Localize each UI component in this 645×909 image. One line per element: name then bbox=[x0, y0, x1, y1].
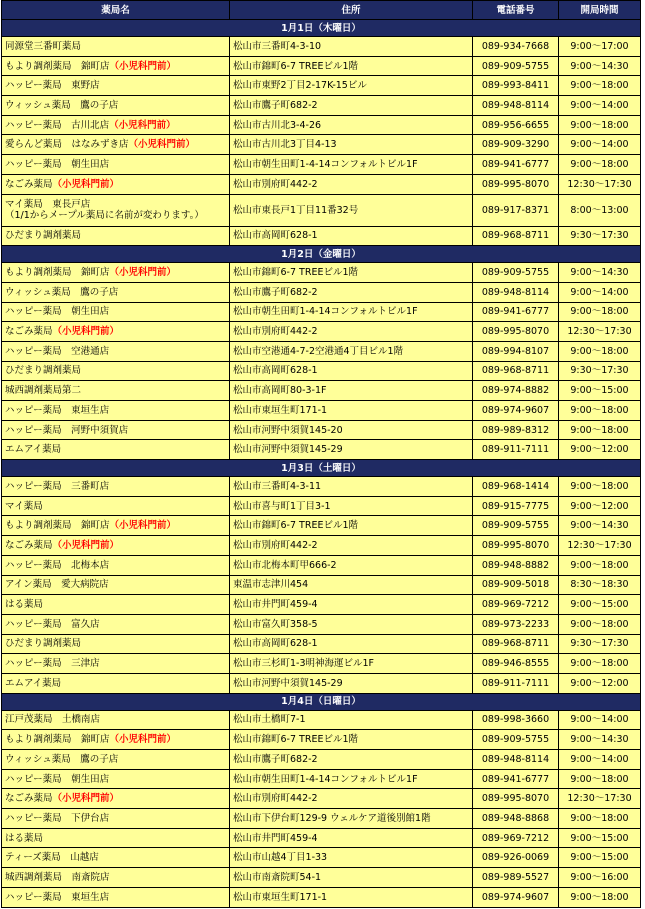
pharmacy-row bbox=[2, 595, 641, 615]
phone-cell: 089-993-8411 bbox=[473, 76, 559, 96]
hours-cell: 9:00～14:00 bbox=[559, 135, 641, 155]
date-row bbox=[2, 246, 641, 263]
pharmacy-name: ハッピー薬局 河野中須賀店 bbox=[5, 424, 129, 436]
phone-cell: 089-974-9607 bbox=[473, 887, 559, 907]
address-cell: 松山市東垣生町171-1 bbox=[230, 401, 473, 421]
date-heading: 1月2日（金曜日） bbox=[2, 246, 641, 263]
phone-cell: 089-909-5755 bbox=[473, 263, 559, 283]
address-cell: 松山市高岡町628-1 bbox=[230, 634, 473, 654]
pharmacy-name: 城西調剤薬局 南斎院店 bbox=[5, 871, 110, 883]
pharmacy-name-cell bbox=[2, 516, 230, 536]
pharmacy-row bbox=[2, 263, 641, 283]
pharmacy-name-cell bbox=[2, 282, 230, 302]
pediatric-badge: （小児科門前） bbox=[52, 793, 120, 805]
phone-cell: 089-941-6777 bbox=[473, 155, 559, 175]
pharmacy-row bbox=[2, 496, 641, 516]
address-cell: 松山市古川北3丁目4-13 bbox=[230, 135, 473, 155]
phone-cell: 089-995-8070 bbox=[473, 174, 559, 194]
phone-cell: 089-968-1414 bbox=[473, 477, 559, 497]
address-cell: 松山市別府町442-2 bbox=[230, 322, 473, 342]
pharmacy-name: ハッピー薬局 朝生田店 bbox=[5, 773, 110, 785]
pharmacy-name: なごみ薬局 bbox=[5, 178, 53, 190]
pharmacy-name: ハッピー薬局 古川北店 bbox=[5, 119, 110, 131]
pharmacy-name: はる薬局 bbox=[5, 599, 44, 611]
pharmacy-row bbox=[2, 750, 641, 770]
pharmacy-name: エムアイ薬局 bbox=[5, 444, 62, 456]
pharmacy-name: ウィッシュ薬局 鷹の子店 bbox=[5, 99, 119, 111]
pharmacy-row bbox=[2, 226, 641, 246]
pharmacy-row bbox=[2, 536, 641, 556]
pharmacy-name: マイ薬局 bbox=[5, 500, 43, 512]
address-cell: 松山市喜与町1丁目3-1 bbox=[230, 496, 473, 516]
hours-cell: 9:00～14:00 bbox=[559, 710, 641, 730]
pharmacy-name-cell bbox=[2, 440, 230, 460]
pharmacy-name: ハッピー薬局 下伊台店 bbox=[5, 812, 110, 824]
hours-cell: 12:30～17:30 bbox=[559, 322, 641, 342]
pharmacy-row bbox=[2, 96, 641, 116]
phone-cell: 089-948-8868 bbox=[473, 809, 559, 829]
address-cell: 松山市河野中須賀145-29 bbox=[230, 673, 473, 693]
phone-cell: 089-968-8711 bbox=[473, 361, 559, 381]
phone-cell: 089-948-8882 bbox=[473, 555, 559, 575]
pharmacy-row bbox=[2, 174, 641, 194]
address-cell: 松山市錦町6-7 TREEビル1階 bbox=[230, 263, 473, 283]
pharmacy-name: ひだまり調剤薬局 bbox=[5, 230, 82, 242]
phone-cell: 089-974-9607 bbox=[473, 401, 559, 421]
header-hours: 開局時間 bbox=[559, 1, 641, 20]
pharmacy-name-cell bbox=[2, 555, 230, 575]
pharmacy-row bbox=[2, 37, 641, 57]
pharmacy-name: ハッピー薬局 三番町店 bbox=[5, 480, 110, 492]
phone-cell: 089-994-8107 bbox=[473, 341, 559, 361]
pharmacy-name-cell bbox=[2, 302, 230, 322]
pharmacy-row bbox=[2, 555, 641, 575]
pharmacy-name-cell bbox=[2, 263, 230, 283]
header-address: 住所 bbox=[230, 1, 473, 20]
pharmacy-row bbox=[2, 730, 641, 750]
address-cell: 松山市土橋町7-1 bbox=[230, 710, 473, 730]
pharmacy-row bbox=[2, 56, 641, 76]
pharmacy-row bbox=[2, 634, 641, 654]
pharmacy-name-cell bbox=[2, 614, 230, 634]
pharmacy-name: なごみ薬局 bbox=[5, 326, 53, 338]
address-cell: 松山市三杉町1-3明神海運ビル1F bbox=[230, 654, 473, 674]
hours-cell: 9:00～18:00 bbox=[559, 76, 641, 96]
pharmacy-name-cell bbox=[2, 710, 230, 730]
phone-cell: 089-968-8711 bbox=[473, 226, 559, 246]
pharmacy-schedule-table bbox=[1, 0, 641, 908]
address-cell: 松山市井門町459-4 bbox=[230, 828, 473, 848]
pharmacy-name: ハッピー薬局 東垣生店 bbox=[5, 891, 110, 903]
hours-cell: 8:30～18:30 bbox=[559, 575, 641, 595]
address-cell: 松山市河野中須賀145-29 bbox=[230, 440, 473, 460]
hours-cell: 9:00～14:00 bbox=[559, 282, 641, 302]
hours-cell: 9:00～14:30 bbox=[559, 516, 641, 536]
pharmacy-row bbox=[2, 361, 641, 381]
pharmacy-name-cell bbox=[2, 381, 230, 401]
hours-cell: 9:00～18:00 bbox=[559, 420, 641, 440]
phone-cell: 089-948-8114 bbox=[473, 96, 559, 116]
pharmacy-row bbox=[2, 282, 641, 302]
phone-cell: 089-909-5755 bbox=[473, 730, 559, 750]
phone-cell: 089-909-3290 bbox=[473, 135, 559, 155]
address-cell: 松山市錦町6-7 TREEビル1階 bbox=[230, 516, 473, 536]
address-cell: 松山市井門町459-4 bbox=[230, 595, 473, 615]
address-cell: 松山市朝生田町1-4-14コンフォルトビル1F bbox=[230, 155, 473, 175]
address-cell: 松山市空港通4-7-2空港通4丁目ビル1階 bbox=[230, 341, 473, 361]
address-cell: 松山市富久町358-5 bbox=[230, 614, 473, 634]
hours-cell: 12:30～17:30 bbox=[559, 789, 641, 809]
hours-cell: 9:00～18:00 bbox=[559, 555, 641, 575]
phone-cell: 089-917-8371 bbox=[473, 194, 559, 226]
pharmacy-row bbox=[2, 381, 641, 401]
pharmacy-name-cell bbox=[2, 76, 230, 96]
address-cell: 松山市河野中須賀145-20 bbox=[230, 420, 473, 440]
pharmacy-row bbox=[2, 868, 641, 888]
address-cell: 松山市鷹子町682-2 bbox=[230, 96, 473, 116]
phone-cell: 089-909-5755 bbox=[473, 56, 559, 76]
pediatric-badge: （小児科門前） bbox=[109, 267, 177, 279]
pharmacy-name-cell bbox=[2, 575, 230, 595]
address-cell: 松山市北梅本町甲666-2 bbox=[230, 555, 473, 575]
phone-cell: 089-948-8114 bbox=[473, 282, 559, 302]
pharmacy-name: ハッピー薬局 富久店 bbox=[5, 618, 100, 630]
address-cell: 松山市鷹子町682-2 bbox=[230, 282, 473, 302]
phone-cell: 089-989-5527 bbox=[473, 868, 559, 888]
pharmacy-name: ハッピー薬局 朝生田店 bbox=[5, 158, 110, 170]
pharmacy-row bbox=[2, 789, 641, 809]
pharmacy-name: エムアイ薬局 bbox=[5, 677, 62, 689]
address-cell: 松山市高岡町80-3-1F bbox=[230, 381, 473, 401]
hours-cell: 9:00～12:00 bbox=[559, 440, 641, 460]
pediatric-badge: （小児科門前） bbox=[109, 734, 177, 746]
pharmacy-name-cell bbox=[2, 673, 230, 693]
pharmacy-name-cell bbox=[2, 634, 230, 654]
pharmacy-name-cell bbox=[2, 496, 230, 516]
pharmacy-name-cell bbox=[2, 115, 230, 135]
pharmacy-name-cell bbox=[2, 361, 230, 381]
phone-cell: 089-941-6777 bbox=[473, 769, 559, 789]
pharmacy-name: ハッピー薬局 空港通店 bbox=[5, 345, 110, 357]
pharmacy-name-cell bbox=[2, 828, 230, 848]
phone-cell: 089-973-2233 bbox=[473, 614, 559, 634]
pharmacy-name-cell bbox=[2, 341, 230, 361]
pharmacy-name-cell bbox=[2, 194, 230, 226]
phone-cell: 089-969-7212 bbox=[473, 828, 559, 848]
address-cell: 松山市鷹子町682-2 bbox=[230, 750, 473, 770]
address-cell: 松山市三番町4-3-11 bbox=[230, 477, 473, 497]
hours-cell: 9:30～17:30 bbox=[559, 634, 641, 654]
address-cell: 東温市志津川454 bbox=[230, 575, 473, 595]
pharmacy-row bbox=[2, 710, 641, 730]
pediatric-badge: （小児科門前） bbox=[109, 520, 177, 532]
pharmacy-name-cell bbox=[2, 135, 230, 155]
address-cell: 松山市別府町442-2 bbox=[230, 536, 473, 556]
hours-cell: 9:00～18:00 bbox=[559, 809, 641, 829]
pharmacy-name-cell bbox=[2, 420, 230, 440]
address-cell: 松山市南斎院町54-1 bbox=[230, 868, 473, 888]
address-cell: 松山市高岡町628-1 bbox=[230, 361, 473, 381]
hours-cell: 9:00～14:00 bbox=[559, 750, 641, 770]
pharmacy-row bbox=[2, 828, 641, 848]
pharmacy-name-cell bbox=[2, 96, 230, 116]
pharmacy-name: ハッピー薬局 東野店 bbox=[5, 80, 100, 92]
hours-cell: 9:30～17:30 bbox=[559, 226, 641, 246]
header-row bbox=[2, 1, 641, 20]
pharmacy-row bbox=[2, 887, 641, 907]
phone-cell: 089-948-8114 bbox=[473, 750, 559, 770]
pharmacy-note: （1/1からメープル薬局に名前が変わります。） bbox=[5, 210, 204, 221]
pharmacy-name: もより調剤薬局 錦町店 bbox=[5, 60, 110, 72]
pharmacy-row bbox=[2, 848, 641, 868]
pharmacy-name: ハッピー薬局 朝生田店 bbox=[5, 306, 110, 318]
pharmacy-name-cell bbox=[2, 789, 230, 809]
pharmacy-row bbox=[2, 76, 641, 96]
pharmacy-name: 愛らんど薬局 はなみずき店 bbox=[5, 139, 129, 151]
hours-cell: 9:00～18:00 bbox=[559, 115, 641, 135]
hours-cell: 9:00～15:00 bbox=[559, 595, 641, 615]
pharmacy-row bbox=[2, 135, 641, 155]
address-cell: 松山市東長戸1丁目11番32号 bbox=[230, 194, 473, 226]
pharmacy-name-cell bbox=[2, 750, 230, 770]
phone-cell: 089-911-7111 bbox=[473, 440, 559, 460]
hours-cell: 9:00～18:00 bbox=[559, 155, 641, 175]
hours-cell: 9:00～12:00 bbox=[559, 496, 641, 516]
pediatric-badge: （小児科門前） bbox=[109, 119, 176, 131]
phone-cell: 089-969-7212 bbox=[473, 595, 559, 615]
hours-cell: 9:00～18:00 bbox=[559, 654, 641, 674]
pharmacy-name-cell bbox=[2, 654, 230, 674]
phone-cell: 089-946-8555 bbox=[473, 654, 559, 674]
pharmacy-name: はる薬局 bbox=[5, 832, 44, 844]
date-heading: 1月4日（日曜日） bbox=[2, 693, 641, 710]
hours-cell: 9:00～15:00 bbox=[559, 828, 641, 848]
pharmacy-name-cell bbox=[2, 887, 230, 907]
pharmacy-name: マイ薬局 東長戸店 bbox=[5, 199, 91, 210]
pharmacy-row bbox=[2, 654, 641, 674]
pharmacy-name-cell bbox=[2, 37, 230, 57]
hours-cell: 9:00～18:00 bbox=[559, 302, 641, 322]
pharmacy-name: 江戸茂薬局 土橋南店 bbox=[5, 714, 101, 726]
hours-cell: 12:30～17:30 bbox=[559, 536, 641, 556]
address-cell: 松山市錦町6-7 TREEビル1階 bbox=[230, 730, 473, 750]
date-heading: 1月1日（木曜日） bbox=[2, 20, 641, 37]
hours-cell: 9:00～18:00 bbox=[559, 614, 641, 634]
pharmacy-name-cell bbox=[2, 730, 230, 750]
pharmacy-name-cell bbox=[2, 401, 230, 421]
pharmacy-name-cell bbox=[2, 477, 230, 497]
hours-cell: 9:00～18:00 bbox=[559, 401, 641, 421]
pharmacy-row bbox=[2, 440, 641, 460]
address-cell: 松山市錦町6-7 TREEビル1階 bbox=[230, 56, 473, 76]
pediatric-badge: （小児科門前） bbox=[109, 60, 177, 72]
pharmacy-row bbox=[2, 809, 641, 829]
header-phone: 電話番号 bbox=[473, 1, 559, 20]
phone-cell: 089-995-8070 bbox=[473, 536, 559, 556]
phone-cell: 089-968-8711 bbox=[473, 634, 559, 654]
hours-cell: 8:00～13:00 bbox=[559, 194, 641, 226]
pharmacy-row bbox=[2, 673, 641, 693]
phone-cell: 089-995-8070 bbox=[473, 789, 559, 809]
pharmacy-name-cell bbox=[2, 848, 230, 868]
phone-cell: 089-909-5018 bbox=[473, 575, 559, 595]
hours-cell: 9:00～17:00 bbox=[559, 37, 641, 57]
address-cell: 松山市東野2丁目2-17K-15ビル bbox=[230, 76, 473, 96]
pharmacy-row bbox=[2, 575, 641, 595]
hours-cell: 9:00～15:00 bbox=[559, 848, 641, 868]
pharmacy-row bbox=[2, 194, 641, 226]
pediatric-badge: （小児科門前） bbox=[128, 139, 196, 151]
pharmacy-name-cell bbox=[2, 809, 230, 829]
pediatric-badge: （小児科門前） bbox=[52, 326, 120, 338]
address-cell: 松山市下伊台町129-9 ウェルケア道後別館1階 bbox=[230, 809, 473, 829]
address-cell: 松山市東垣生町171-1 bbox=[230, 887, 473, 907]
pharmacy-name: アイン薬局 愛大病院店 bbox=[5, 579, 109, 591]
pediatric-badge: （小児科門前） bbox=[52, 539, 120, 551]
address-cell: 松山市朝生田町1-4-14コンフォルトビル1F bbox=[230, 302, 473, 322]
pharmacy-name: もより調剤薬局 錦町店 bbox=[5, 734, 110, 746]
date-row bbox=[2, 693, 641, 710]
schedule-body bbox=[2, 20, 641, 908]
phone-cell: 089-911-7111 bbox=[473, 673, 559, 693]
phone-cell: 089-989-8312 bbox=[473, 420, 559, 440]
hours-cell: 9:30～17:30 bbox=[559, 361, 641, 381]
pharmacy-row bbox=[2, 155, 641, 175]
pharmacy-name: なごみ薬局 bbox=[5, 539, 53, 551]
pharmacy-name: ひだまり調剤薬局 bbox=[5, 365, 82, 377]
hours-cell: 9:00～18:00 bbox=[559, 477, 641, 497]
pharmacy-name-cell bbox=[2, 174, 230, 194]
phone-cell: 089-915-7775 bbox=[473, 496, 559, 516]
hours-cell: 12:30～17:30 bbox=[559, 174, 641, 194]
pharmacy-name-cell bbox=[2, 56, 230, 76]
phone-cell: 089-998-3660 bbox=[473, 710, 559, 730]
hours-cell: 9:00～14:30 bbox=[559, 56, 641, 76]
hours-cell: 9:00～18:00 bbox=[559, 887, 641, 907]
pharmacy-row bbox=[2, 401, 641, 421]
pharmacy-name: ハッピー薬局 三津店 bbox=[5, 658, 100, 670]
pharmacy-row bbox=[2, 769, 641, 789]
address-cell: 松山市別府町442-2 bbox=[230, 174, 473, 194]
address-cell: 松山市古川北3-4-26 bbox=[230, 115, 473, 135]
pharmacy-row bbox=[2, 477, 641, 497]
pharmacy-name-cell bbox=[2, 769, 230, 789]
hours-cell: 9:00～12:00 bbox=[559, 673, 641, 693]
address-cell: 松山市高岡町628-1 bbox=[230, 226, 473, 246]
pharmacy-name-cell bbox=[2, 536, 230, 556]
pharmacy-row bbox=[2, 341, 641, 361]
pharmacy-name: もより調剤薬局 錦町店 bbox=[5, 520, 110, 532]
phone-cell: 089-926-0069 bbox=[473, 848, 559, 868]
pharmacy-row bbox=[2, 302, 641, 322]
pharmacy-name: 同源堂三番町薬局 bbox=[5, 40, 82, 52]
pharmacy-row bbox=[2, 115, 641, 135]
phone-cell: 089-934-7668 bbox=[473, 37, 559, 57]
pharmacy-name-cell bbox=[2, 595, 230, 615]
pharmacy-name: ティーズ薬局 山越店 bbox=[5, 852, 99, 864]
pharmacy-row bbox=[2, 614, 641, 634]
pharmacy-name-cell bbox=[2, 155, 230, 175]
pediatric-badge: （小児科門前） bbox=[52, 178, 120, 190]
date-row bbox=[2, 460, 641, 477]
phone-cell: 089-909-5755 bbox=[473, 516, 559, 536]
pharmacy-name: ひだまり調剤薬局 bbox=[5, 638, 82, 650]
pharmacy-name-cell bbox=[2, 226, 230, 246]
pharmacy-name: ハッピー薬局 北梅本店 bbox=[5, 559, 110, 571]
pharmacy-name: もより調剤薬局 錦町店 bbox=[5, 267, 110, 279]
hours-cell: 9:00～18:00 bbox=[559, 341, 641, 361]
hours-cell: 9:00～14:30 bbox=[559, 730, 641, 750]
phone-cell: 089-941-6777 bbox=[473, 302, 559, 322]
phone-cell: 089-995-8070 bbox=[473, 322, 559, 342]
pharmacy-row bbox=[2, 420, 641, 440]
pharmacy-name: ウィッシュ薬局 鷹の子店 bbox=[5, 286, 119, 298]
address-cell: 松山市三番町4-3-10 bbox=[230, 37, 473, 57]
pharmacy-name: なごみ薬局 bbox=[5, 793, 53, 805]
phone-cell: 089-956-6655 bbox=[473, 115, 559, 135]
phone-cell: 089-974-8882 bbox=[473, 381, 559, 401]
pharmacy-row bbox=[2, 516, 641, 536]
hours-cell: 9:00～18:00 bbox=[559, 769, 641, 789]
header-name: 薬局名 bbox=[2, 1, 230, 20]
hours-cell: 9:00～14:30 bbox=[559, 263, 641, 283]
pharmacy-name: ハッピー薬局 東垣生店 bbox=[5, 404, 110, 416]
pharmacy-name-cell bbox=[2, 868, 230, 888]
date-row bbox=[2, 20, 641, 37]
pharmacy-name: ウィッシュ薬局 鷹の子店 bbox=[5, 753, 119, 765]
hours-cell: 9:00～16:00 bbox=[559, 868, 641, 888]
address-cell: 松山市朝生田町1-4-14コンフォルトビル1F bbox=[230, 769, 473, 789]
address-cell: 松山市山越4丁目1-33 bbox=[230, 848, 473, 868]
date-heading: 1月3日（土曜日） bbox=[2, 460, 641, 477]
hours-cell: 9:00～15:00 bbox=[559, 381, 641, 401]
address-cell: 松山市別府町442-2 bbox=[230, 789, 473, 809]
pharmacy-row bbox=[2, 322, 641, 342]
hours-cell: 9:00～14:00 bbox=[559, 96, 641, 116]
pharmacy-name: 城西調剤薬局第二 bbox=[5, 385, 82, 397]
pharmacy-name-cell bbox=[2, 322, 230, 342]
